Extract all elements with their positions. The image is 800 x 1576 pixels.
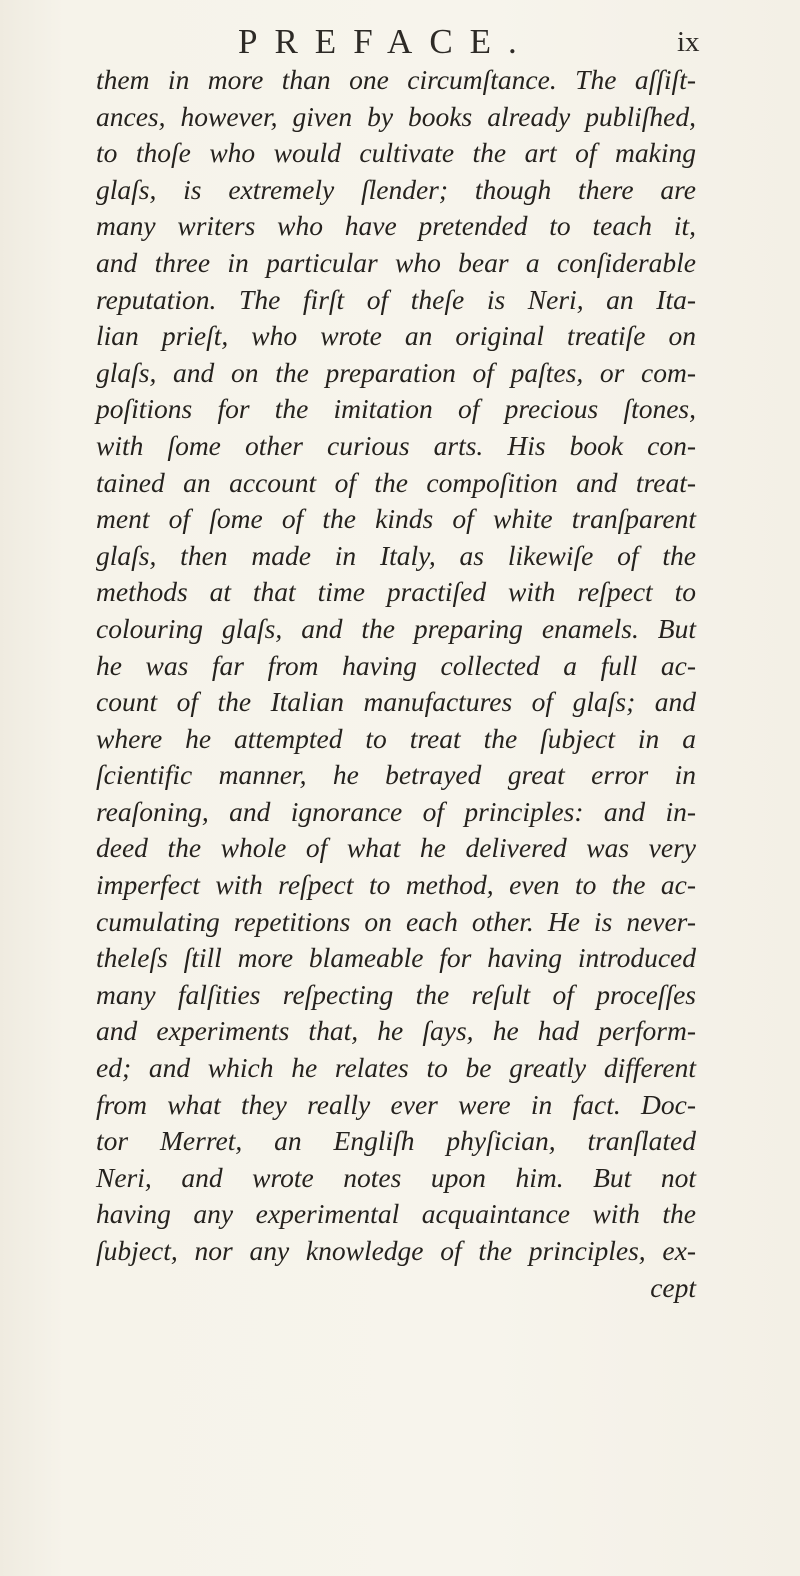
- text-line: where he attempted to treat the ſubject in a: [96, 722, 696, 754]
- text-line: poſitions for the imitation of precious ſtones,: [96, 393, 696, 425]
- text-line: tained an account of the compoſition and treat-: [96, 466, 696, 498]
- text-line: glaſs, and on the preparation of paſtes, or com-: [96, 356, 696, 388]
- text-line: ment of ſome of the kinds of white tranſparent: [96, 503, 696, 535]
- text-line: having any experimental acquaintance with the: [96, 1198, 696, 1230]
- text-line: to thoſe who would cultivate the art of making: [96, 137, 696, 169]
- text-line: tor Merret, an Engliſh phyſician, tranſlated: [96, 1125, 696, 1157]
- catchword: cept: [650, 1271, 696, 1303]
- text-line: from what they really ever were in fact. Doc-: [96, 1088, 696, 1120]
- running-head: PREFACE.: [238, 22, 534, 61]
- page-header: [0, 18, 800, 66]
- text-line: deed the whole of what he delivered was very: [96, 832, 696, 864]
- text-line: methods at that time practiſed with reſpect to: [96, 576, 696, 608]
- text-line: many falſities reſpecting the reſult of proceſſes: [96, 978, 696, 1010]
- text-line: them in more than one circumſtance. The aſſiſt-: [96, 64, 696, 95]
- text-line: cumulating repetitions on each other. He is never-: [96, 905, 696, 937]
- body-text: [96, 62, 696, 1306]
- text-line: theleſs ſtill more blameable for having introduced: [96, 942, 696, 974]
- text-line: reputation. The firſt of theſe is Neri, an Ita-: [96, 283, 696, 315]
- text-line: glaſs, then made in Italy, as likewiſe of the: [96, 539, 696, 571]
- text-line: lian prieſt, who wrote an original treatiſe on: [96, 320, 696, 352]
- text-line: he was far from having collected a full ac-: [96, 649, 696, 681]
- text-line: count of the Italian manufactures of glaſs; and: [96, 686, 696, 718]
- text-line: ances, however, given by books already publiſhed,: [96, 100, 696, 132]
- text-line: ſcientific manner, he betrayed great error in: [96, 759, 696, 791]
- text-line: ſubject, nor any knowledge of the principles, ex-: [96, 1235, 696, 1266]
- text-line: and experiments that, he ſays, he had perform-: [96, 1015, 696, 1047]
- text-line: and three in particular who bear a conſiderable: [96, 246, 696, 278]
- text-line: glaſs, is extremely ſlender; though there are: [96, 173, 696, 205]
- text-line: with ſome other curious arts. His book con-: [96, 429, 696, 461]
- text-line: imperfect with reſpect to method, even to the ac-: [96, 869, 696, 901]
- page-number: ix: [677, 26, 700, 58]
- text-line: Neri, and wrote notes upon him. But not: [96, 1161, 696, 1193]
- text-line: ed; and which he relates to be greatly different: [96, 1052, 696, 1084]
- text-line: reaſoning, and ignorance of principles: and in-: [96, 795, 696, 827]
- text-line: many writers who have pretended to teach it,: [96, 210, 696, 242]
- text-line: colouring glaſs, and the preparing enamels. But: [96, 612, 696, 644]
